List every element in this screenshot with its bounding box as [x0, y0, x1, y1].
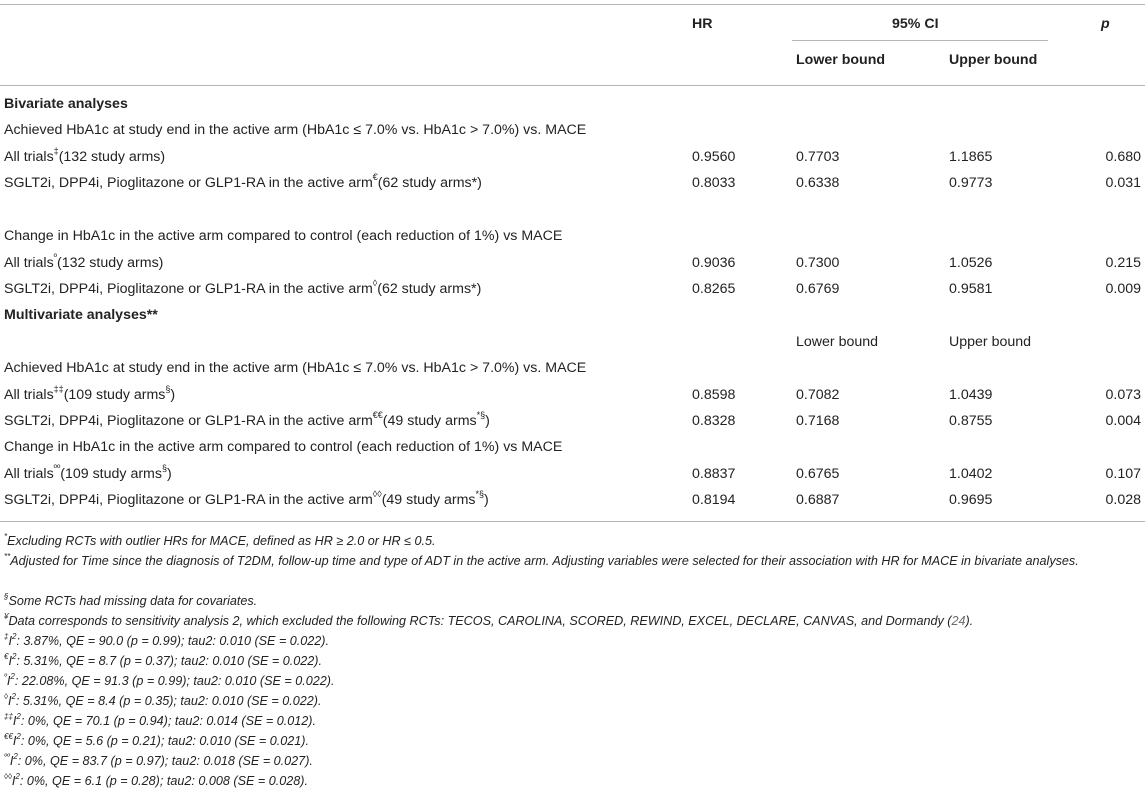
subheading-achieved: [0, 117, 1145, 143]
upper-value: 1.1865: [949, 149, 993, 165]
section-bivariate: [0, 91, 1145, 117]
header-ci: 95% CI: [892, 16, 939, 32]
table-row: [0, 382, 1145, 408]
hr-value: 0.8033: [692, 175, 736, 191]
table-row: [0, 170, 1145, 196]
top-rule: [0, 4, 1145, 5]
header-lower-bound: Lower bound: [796, 52, 886, 68]
subheading-achieved: [0, 355, 1145, 381]
table-row: [0, 144, 1145, 170]
footnote: *Excluding RCTs with outlier HRs for MACE, defined as HR ≥ 2.0 or HR ≤ 0.5.: [4, 531, 436, 548]
upper-value: 1.0526: [949, 255, 993, 271]
p-value: 0.107: [1105, 466, 1141, 482]
lower-value: 0.6338: [796, 175, 840, 191]
hr-value: 0.9036: [692, 255, 736, 271]
table-row: [0, 461, 1145, 487]
row-label: SGLT2i, DPP4i, Pioglitazone or GLP1-RA in the active arm€€(49 study arms*§): [4, 410, 490, 429]
multivariate-ci-subheader: [0, 329, 1145, 355]
upper-value: 1.0439: [949, 387, 993, 403]
p-value: 0.004: [1105, 413, 1141, 429]
hr-value: 0.8328: [692, 413, 736, 429]
upper-value: 0.9581: [949, 281, 993, 297]
footnote: **Adjusted for Time since the diagnosis of T2DM, follow-up time and type of ADT in the active arm. Adjusting variables were selected for their association with HR for MACE in bivariate analyses.: [4, 551, 1079, 568]
subheading-change: [0, 434, 1145, 460]
section-multivariate: [0, 302, 1145, 328]
lower-value: 0.7703: [796, 149, 840, 165]
lower-value: 0.6769: [796, 281, 840, 297]
row-label: Change in HbA1c in the active arm compared to control (each reduction of 1%) vs MACE: [4, 228, 563, 244]
row-label: All trials‡(132 study arms): [4, 146, 166, 165]
ci-rule: [792, 40, 1048, 41]
footnote: $^€I^2$: 5.31%, QE = 8.7 (p = 0.37); tau2: 0.010 (SE = 0.022).: [4, 651, 322, 668]
p-value: 0.028: [1105, 492, 1141, 508]
table-row: [0, 276, 1145, 302]
row-label: All trials$^{ºº}$(109 study arms§): [4, 463, 172, 482]
row-label: All trials‡‡(109 study arms§): [4, 384, 176, 403]
footnote: $^ºI^2$: 22.08%, QE = 91.3 (p = 0.99); tau2: 0.010 (SE = 0.022).: [4, 671, 335, 688]
section-title: Bivariate analyses: [4, 96, 128, 112]
upper-value: 1.0402: [949, 466, 993, 482]
p-value: 0.215: [1105, 255, 1141, 271]
hr-value: 0.8194: [692, 492, 736, 508]
table-row: [0, 408, 1145, 434]
p-value: 0.680: [1105, 149, 1141, 165]
header-rule: [0, 85, 1145, 86]
lower-value: 0.7082: [796, 387, 840, 403]
row-label: SGLT2i, DPP4i, Pioglitazone or GLP1-RA in the active arm€(62 study arms*): [4, 172, 482, 191]
lower-value: 0.7168: [796, 413, 840, 429]
lower-value: 0.6765: [796, 466, 840, 482]
footnote: $^{€€}I^2$: 0%, QE = 5.6 (p = 0.21); tau2: 0.010 (SE = 0.021).: [4, 731, 309, 748]
citation-link[interactable]: 24: [951, 614, 966, 628]
header-upper-bound: Upper bound: [949, 52, 1038, 68]
hr-value: 0.8265: [692, 281, 736, 297]
table-bottom-rule: [0, 521, 1145, 522]
row-label: Achieved HbA1c at study end in the active arm (HbA1c ≤ 7.0% vs. HbA1c > 7.0%) vs. MACE: [4, 360, 587, 376]
row-label: All trials$^º$(132 study arms): [4, 252, 164, 271]
subheading-change: [0, 223, 1145, 249]
hr-value: 0.8837: [692, 466, 736, 482]
header-p: p: [1101, 16, 1110, 32]
upper-value: 0.9773: [949, 175, 993, 191]
footnote: $^{ºº}I^2$: 0%, QE = 83.7 (p = 0.97); tau2: 0.018 (SE = 0.027).: [4, 751, 313, 768]
hr-value: 0.9560: [692, 149, 736, 165]
footnote: $^{\ddagger\ddagger}I^2$: 0%, QE = 70.1 (p = 0.94); tau2: 0.014 (SE = 0.012).: [4, 711, 316, 728]
section-title: Multivariate analyses**: [4, 307, 158, 323]
footnote: $^{◊◊}I^2$: 0%, QE = 6.1 (p = 0.28); tau2: 0.008 (SE = 0.028).: [4, 771, 308, 788]
p-value: 0.073: [1105, 387, 1141, 403]
upper-bound-label: Upper bound: [949, 334, 1032, 350]
table-row: [0, 487, 1145, 513]
footnote: ¥Data corresponds to sensitivity analysis 2, which excluded the following RCTs: TECOS, CAROLINA, SCORED, REWIND, EXCEL, DECLARE, CANVAS, and Dormandy (24).: [4, 611, 974, 628]
row-label: Change in HbA1c in the active arm compared to control (each reduction of 1%) vs MACE: [4, 439, 563, 455]
lower-value: 0.7300: [796, 255, 840, 271]
table-row: [0, 250, 1145, 276]
row-label: SGLT2i, DPP4i, Pioglitazone or GLP1-RA in the active arm◊◊(49 study arms*§): [4, 489, 489, 508]
lower-bound-label: Lower bound: [796, 334, 879, 350]
hr-value: 0.8598: [692, 387, 736, 403]
lower-value: 0.6887: [796, 492, 840, 508]
row-label: Achieved HbA1c at study end in the active arm (HbA1c ≤ 7.0% vs. HbA1c > 7.0%) vs. MACE: [4, 122, 587, 138]
p-value: 0.009: [1105, 281, 1141, 297]
footnote: $^\ddagger I^2$: 3.87%, QE = 90.0 (p = 0.99); tau2: 0.010 (SE = 0.022).: [4, 631, 329, 648]
upper-value: 0.8755: [949, 413, 993, 429]
upper-value: 0.9695: [949, 492, 993, 508]
footnote: §Some RCTs had missing data for covariates.: [4, 591, 258, 608]
footnote: $^◊I^2$: 5.31%, QE = 8.4 (p = 0.35); tau2: 0.010 (SE = 0.022).: [4, 691, 322, 708]
header-hr: HR: [692, 16, 713, 32]
row-label: SGLT2i, DPP4i, Pioglitazone or GLP1-RA in the active arm◊(62 study arms*): [4, 278, 482, 297]
p-value: 0.031: [1105, 175, 1141, 191]
